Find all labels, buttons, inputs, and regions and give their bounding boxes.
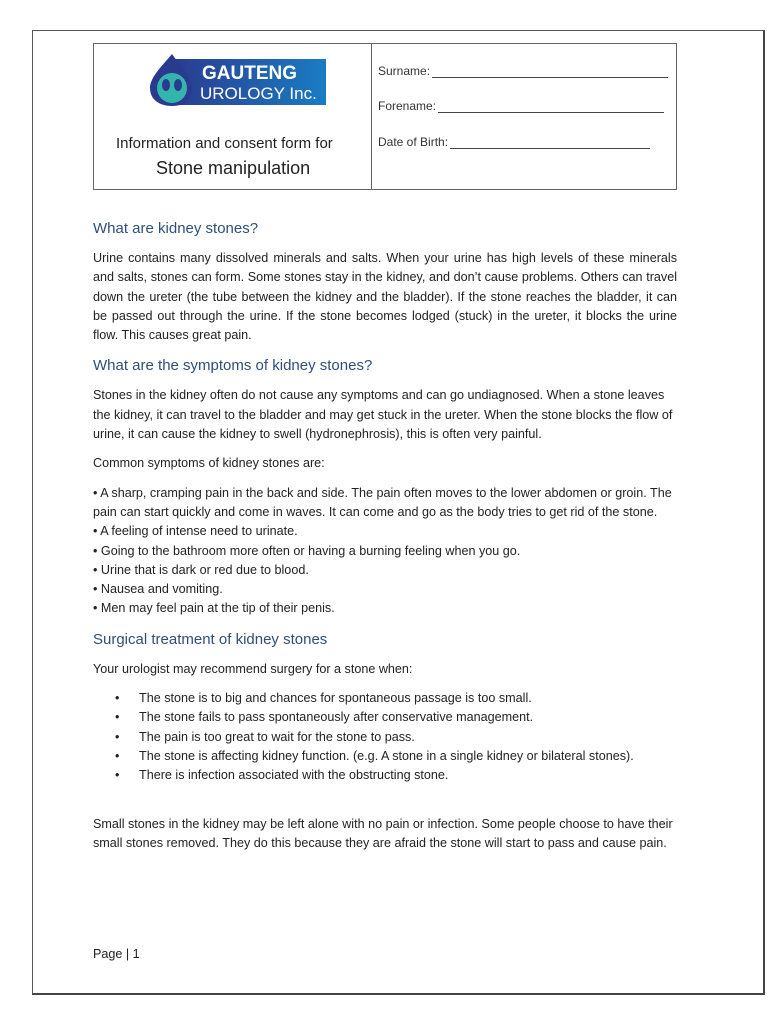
list-item: • Urine that is dark or red due to blood. <box>93 562 309 577</box>
document-body <box>93 218 677 863</box>
list-item: • The stone is to big and chances for spontaneous passage is too small. <box>139 689 677 708</box>
list-item: • The stone fails to pass spontaneously after conservative management. <box>139 708 677 727</box>
form-title-line1: Information and consent form for <box>116 135 333 152</box>
heading-what-are-kidney-stones: What are kidney stones? <box>93 220 259 237</box>
surname-label: Surname: <box>378 64 431 78</box>
forename-input[interactable] <box>438 100 664 113</box>
symptom-list <box>93 484 677 619</box>
gauteng-urology-logo <box>150 52 326 106</box>
list-item: • There is infection associated with the obstructing stone. <box>139 766 677 785</box>
surname-input[interactable] <box>432 65 668 78</box>
patient-fields <box>372 44 676 189</box>
forename-field[interactable] <box>378 99 664 113</box>
paragraph: Stones in the kidney often do not cause any symptoms and can go undiagnosed. When a stone leaves the kidney, it can travel to the bladder and may get stuck in the ureter. When the stone blocks the flow of urine, it can cause the kidney to swell (hydronephrosis), this is often very painful. <box>93 388 673 442</box>
list-item: • A feeling of intense need to urinate. <box>93 524 298 539</box>
paragraph: Common symptoms of kidney stones are: <box>93 456 325 471</box>
page-number: Page | 1 <box>93 947 140 961</box>
form-title-line2: Stone manipulation <box>156 158 311 178</box>
svg-text:UROLOGY Inc.: UROLOGY Inc. <box>200 84 317 103</box>
paragraph: Your urologist may recommend surgery for a stone when: <box>93 661 413 676</box>
svg-text:GAUTENG: GAUTENG <box>202 63 297 84</box>
paragraph: Urine contains many dissolved minerals and salts. When your urine has high levels of these minerals and salts, stones can form. Some stones stay in the kidney, and don’t cause problems. Others can travel down the ureter (the tube between the kidney and the bladder). If the stone reaches the bladder, it can be passed out through the urine. If the stone becomes lodged (stuck) in the ureter, it blocks the urine flow. This causes great pain. <box>93 251 677 343</box>
list-item: • Nausea and vomiting. <box>93 582 223 597</box>
dob-input[interactable] <box>450 136 650 149</box>
list-item: • Men may feel pain at the tip of their penis. <box>93 601 335 616</box>
list-item: • A sharp, cramping pain in the back and side. The pain often moves to the lower abdomen or groin. The pain can start quickly and come in waves. It can come and go as the body tries to get rid of the stone. <box>93 485 672 519</box>
list-item: • Going to the bathroom more often or having a burning feeling when you go. <box>93 543 521 558</box>
list-item: • The stone is affecting kidney function. (e.g. A stone in a single kidney or bilateral stones). <box>139 747 677 766</box>
surname-field[interactable] <box>378 64 668 78</box>
surgery-reasons-list <box>93 689 677 785</box>
dob-field[interactable] <box>378 135 650 149</box>
dob-label: Date of Birth: <box>378 135 449 149</box>
heading-surgical-treatment: Surgical treatment of kidney stones <box>93 630 328 648</box>
header-title-cell <box>94 44 372 189</box>
heading-symptoms: What are the symptoms of kidney stones? <box>93 357 373 375</box>
paragraph: Small stones in the kidney may be left alone with no pain or infection. Some people choose to have their small stones removed. They do this because they are afraid the stone will start to pass and cause pain. <box>93 816 673 850</box>
forename-label: Forename: <box>378 99 437 113</box>
list-item: • The pain is too great to wait for the stone to pass. <box>139 728 677 747</box>
form-header <box>93 43 677 190</box>
